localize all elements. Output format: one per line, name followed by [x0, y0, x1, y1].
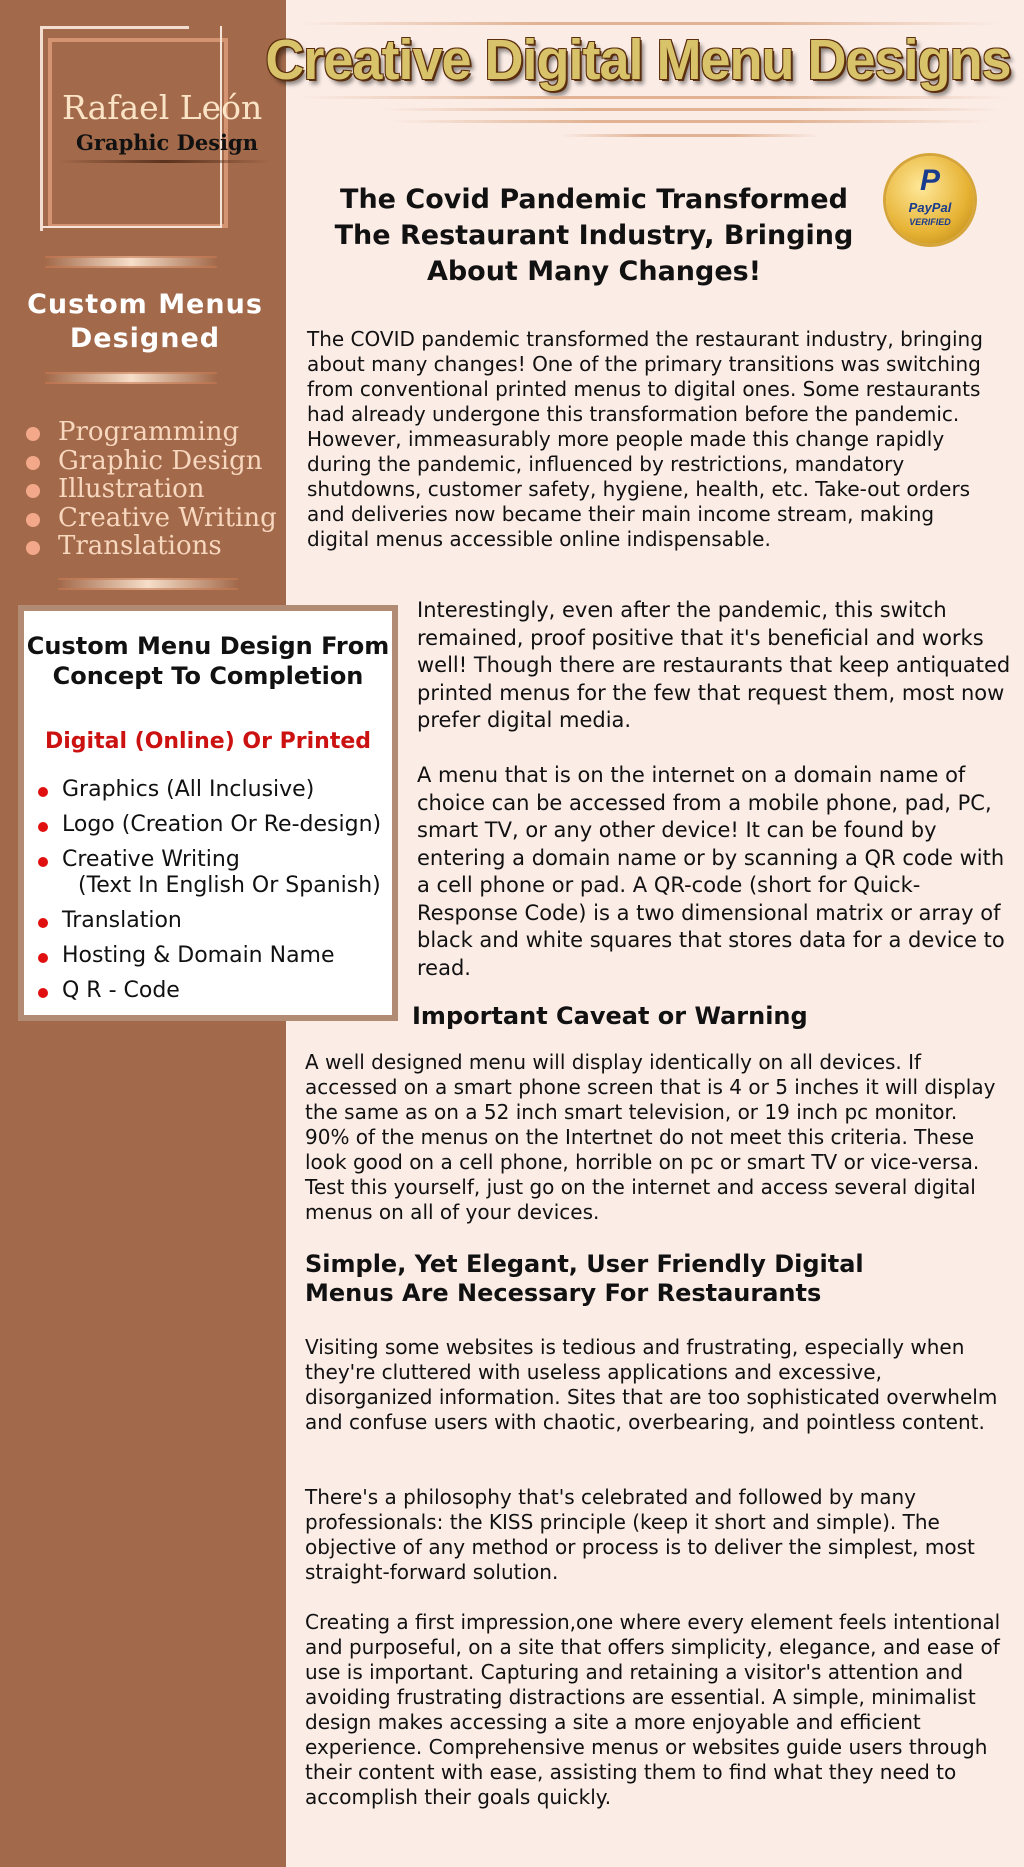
offer-item-label: Hosting & Domain Name [62, 943, 335, 968]
offer-item-label: Graphics (All Inclusive) [62, 777, 315, 802]
bullet-icon [26, 484, 40, 498]
service-label: Illustration [58, 474, 205, 504]
paypal-icon: P [919, 164, 940, 197]
caveat-heading: Important Caveat or Warning [412, 1002, 808, 1030]
paragraph: The COVID pandemic transformed the restaurant industry, bringing about many changes! One of the primary transitions was switching from conventional printed menus to digital ones. Some restaurants had already undergone this transformation before the pandemic. However, immeasurably more people made this change rapidly during the pandemic, influenced by restrictions, mandatory shutdowns, customer safety, hygiene, health, etc. Take-out orders and deliveries now became their main income stream, making digital menus accessible online indispensable. [307, 327, 983, 551]
title-rule [560, 134, 820, 137]
offer-item-label: Translation [62, 908, 182, 933]
bullet-icon [38, 918, 48, 928]
service-item [26, 532, 277, 561]
offer-item [34, 812, 381, 838]
service-label: Graphic Design [58, 445, 263, 476]
main-heading: The Covid Pandemic Transformed The Restaurant Industry, Bringing About Many Changes! [334, 184, 854, 287]
sidebar-heading: Custom Menus Designed [27, 289, 263, 354]
service-item [26, 418, 277, 447]
offer-title: Custom Menu Design From Concept To Completion [26, 632, 390, 690]
services-list [26, 418, 277, 561]
bullet-icon [26, 456, 40, 470]
paragraph: Interestingly, even after the pandemic, this switch remained, proof positive that it's beneficial and works well! Though there are restaurants that keep antiquated printed menus for the few that request them, most now prefer digital media. [417, 598, 1011, 732]
bullet-icon [26, 541, 40, 555]
divider-ornament [45, 256, 217, 268]
paragraph: Creating a first impression,one where every element feels intentional and purposeful, on a site that offers simplicity, elegance, and ease of use is important. Capturing and retaining a visitor's attention and avoiding frustrating distractions are essential. A simple, minimalist design makes accessing a site a more enjoyable and efficient experience. Comprehensive menus or websites guide users through their content with ease, assisting them to find what they need to accomplish their goals quickly. [305, 1610, 1001, 1809]
paypal-verified-badge[interactable] [886, 156, 974, 244]
divider-ornament [45, 372, 217, 384]
service-label: Translations [58, 531, 222, 561]
paragraph: There's a philosophy that's celebrated and followed by many professionals: the KISS principle (keep it short and simple). The objective of any method or process is to deliver the simplest, most straight-forward solution. [305, 1485, 975, 1584]
logo[interactable] [40, 26, 263, 234]
offer-item [34, 777, 381, 803]
offer-subtitle: Digital (Online) Or Printed [44, 729, 372, 754]
service-item [26, 447, 277, 476]
paypal-name: PayPal [908, 200, 952, 215]
title-rule [300, 22, 1000, 25]
logo-name: Rafael León [62, 88, 263, 127]
offer-item-sublabel: (Text In English Or Spanish) [78, 873, 381, 898]
offer-item [34, 978, 381, 1004]
paypal-verified-label: VERIFIED [909, 217, 951, 227]
bullet-icon [38, 787, 48, 797]
logo-tagline: Graphic Design [76, 130, 258, 155]
offer-list [34, 777, 381, 1013]
paragraph: A well designed menu will display identically on all devices. If accessed on a smart phone screen that is 4 or 5 inches it will display the same as on a 52 inch smart television, or 19 inch pc monitor. 90% of the menus on the Intertnet do not meet this criteria. These look good on a cell phone, horrible on pc or smart TV or vice-versa. Test this yourself, just go on the internet and access several digital menus on all of your devices. [305, 1050, 996, 1224]
paragraph: Visiting some websites is tedious and frustrating, especially when they're cluttered with useless applications and excessive, disorganized information. Sites that are too sophisticated overwhelm and confuse users with chaotic, overbearing, and pointless content. [305, 1335, 998, 1434]
bullet-icon [38, 822, 48, 832]
logo-divider [60, 160, 270, 163]
bullet-icon [26, 427, 40, 441]
title-rule [300, 96, 1010, 99]
offer-box [18, 605, 398, 1021]
bullet-icon [38, 953, 48, 963]
offer-item-label: Q R - Code [62, 978, 180, 1003]
offer-item [34, 943, 381, 969]
service-label: Programming [58, 417, 240, 447]
offer-item-label: Logo (Creation Or Re-design) [62, 812, 382, 837]
offer-item-label: Creative Writing [62, 847, 240, 872]
title-rule [380, 108, 1000, 111]
section-heading: Simple, Yet Elegant, User Friendly Digital Menus Are Necessary For Restaurants [305, 1250, 864, 1307]
paragraph: A menu that is on the internet on a domain name of choice can be accessed from a mobile phone, pad, PC, smart TV, or any other device! It can be found by entering a domain name or by scanning a QR code with a cell phone or pad. A QR-code (short for Quick-Response Code) is a two dimensional matrix or array of black and white squares that stores data for a device to read. [417, 763, 1005, 980]
bullet-icon [38, 988, 48, 998]
service-item [26, 475, 277, 504]
offer-item [34, 847, 381, 899]
title-rule [390, 120, 990, 123]
bullet-icon [38, 857, 48, 867]
offer-item [34, 908, 381, 934]
divider-ornament [58, 578, 238, 590]
logo-frame-shadow [42, 26, 222, 228]
bullet-icon [26, 513, 40, 527]
service-item [26, 504, 277, 533]
site-title: Creative Digital Menu Designs [265, 28, 1011, 92]
service-label: Creative Writing [58, 502, 277, 533]
